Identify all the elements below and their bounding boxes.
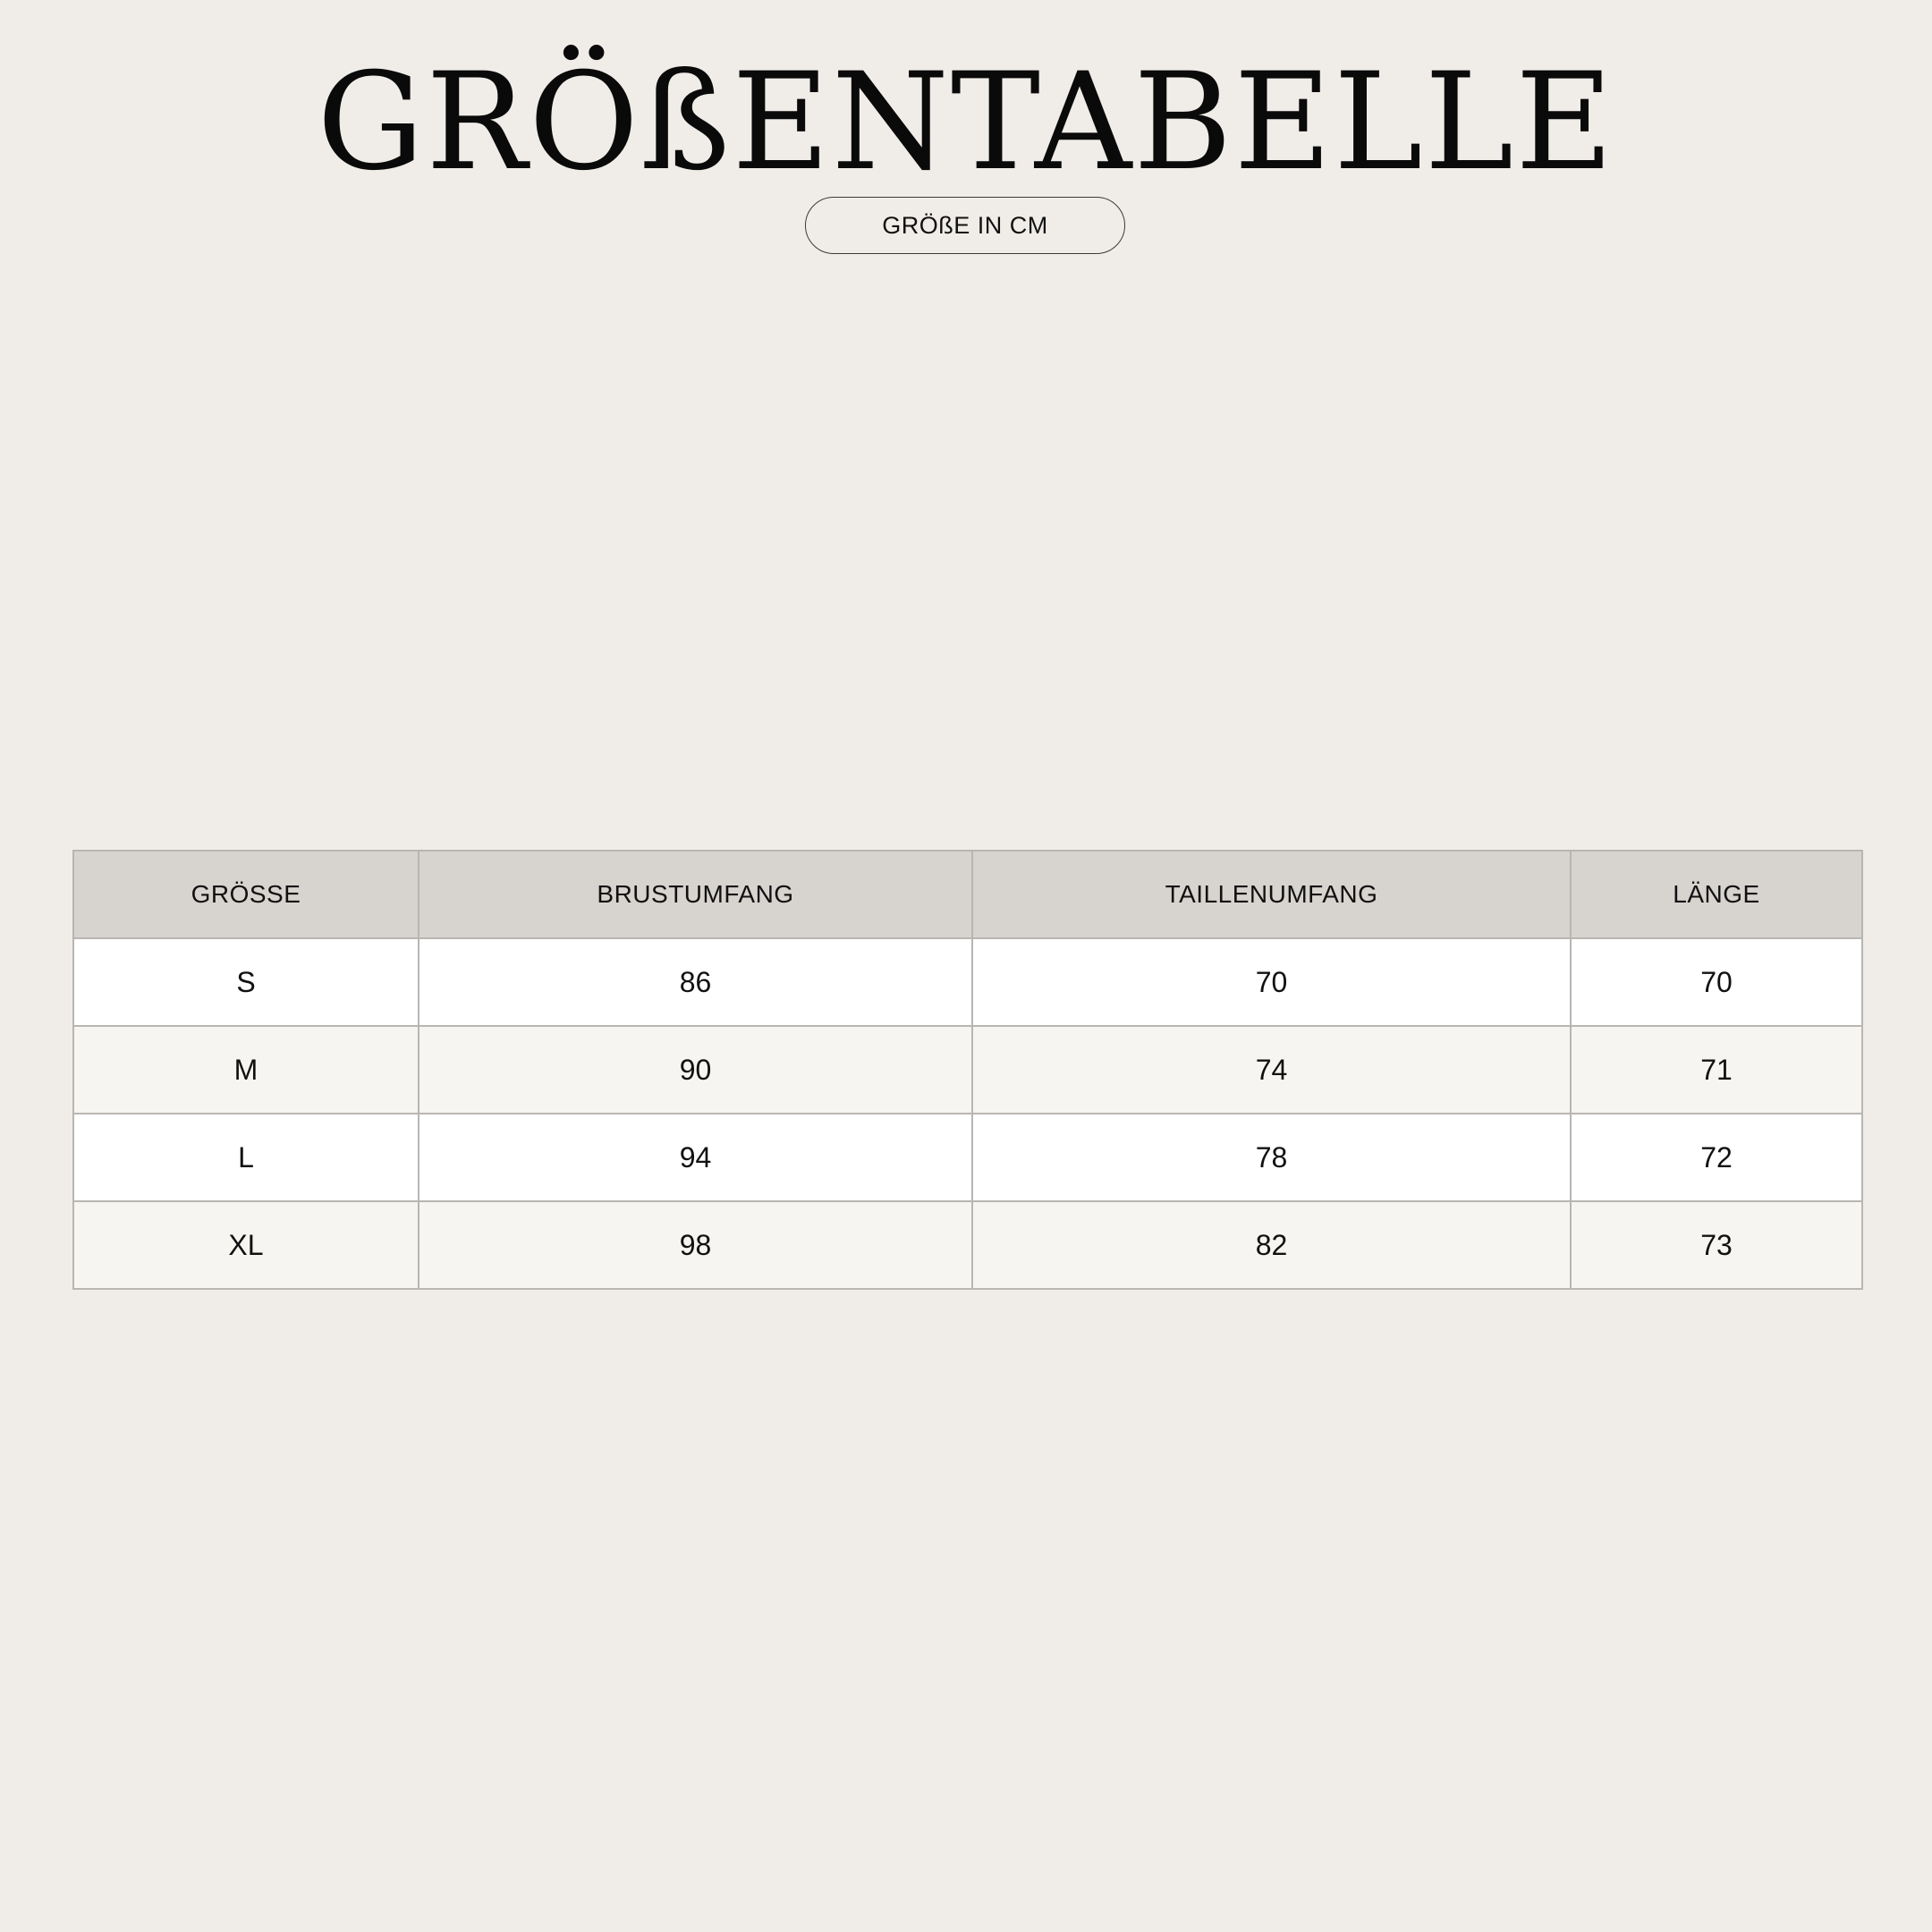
cell-waist: 78 xyxy=(972,1114,1571,1201)
column-header-chest: BRUSTUMFANG xyxy=(419,851,972,938)
column-header-length: LÄNGE xyxy=(1571,851,1862,938)
cell-size: XL xyxy=(73,1201,419,1289)
column-header-size: GRÖSSE xyxy=(73,851,419,938)
cell-size: M xyxy=(73,1026,419,1114)
table-row xyxy=(73,1114,1862,1201)
column-header-waist: TAILLENUMFANG xyxy=(972,851,1571,938)
table-row xyxy=(73,1201,1862,1289)
cell-length: 73 xyxy=(1571,1201,1862,1289)
cell-waist: 82 xyxy=(972,1201,1571,1289)
cell-chest: 94 xyxy=(419,1114,972,1201)
page-title: GRÖßENTABELLE xyxy=(317,45,1615,200)
table-row xyxy=(73,938,1862,1026)
table-row xyxy=(73,1026,1862,1114)
cell-chest: 90 xyxy=(419,1026,972,1114)
cell-chest: 98 xyxy=(419,1201,972,1289)
size-table xyxy=(72,850,1863,1290)
cell-waist: 74 xyxy=(972,1026,1571,1114)
cell-size: S xyxy=(73,938,419,1026)
unit-badge: GRÖßE IN CM xyxy=(805,197,1125,254)
cell-length: 72 xyxy=(1571,1114,1862,1201)
cell-length: 70 xyxy=(1571,938,1862,1026)
cell-waist: 70 xyxy=(972,938,1571,1026)
cell-length: 71 xyxy=(1571,1026,1862,1114)
cell-chest: 86 xyxy=(419,938,972,1026)
cell-size: L xyxy=(73,1114,419,1201)
table-header-row xyxy=(73,851,1862,938)
